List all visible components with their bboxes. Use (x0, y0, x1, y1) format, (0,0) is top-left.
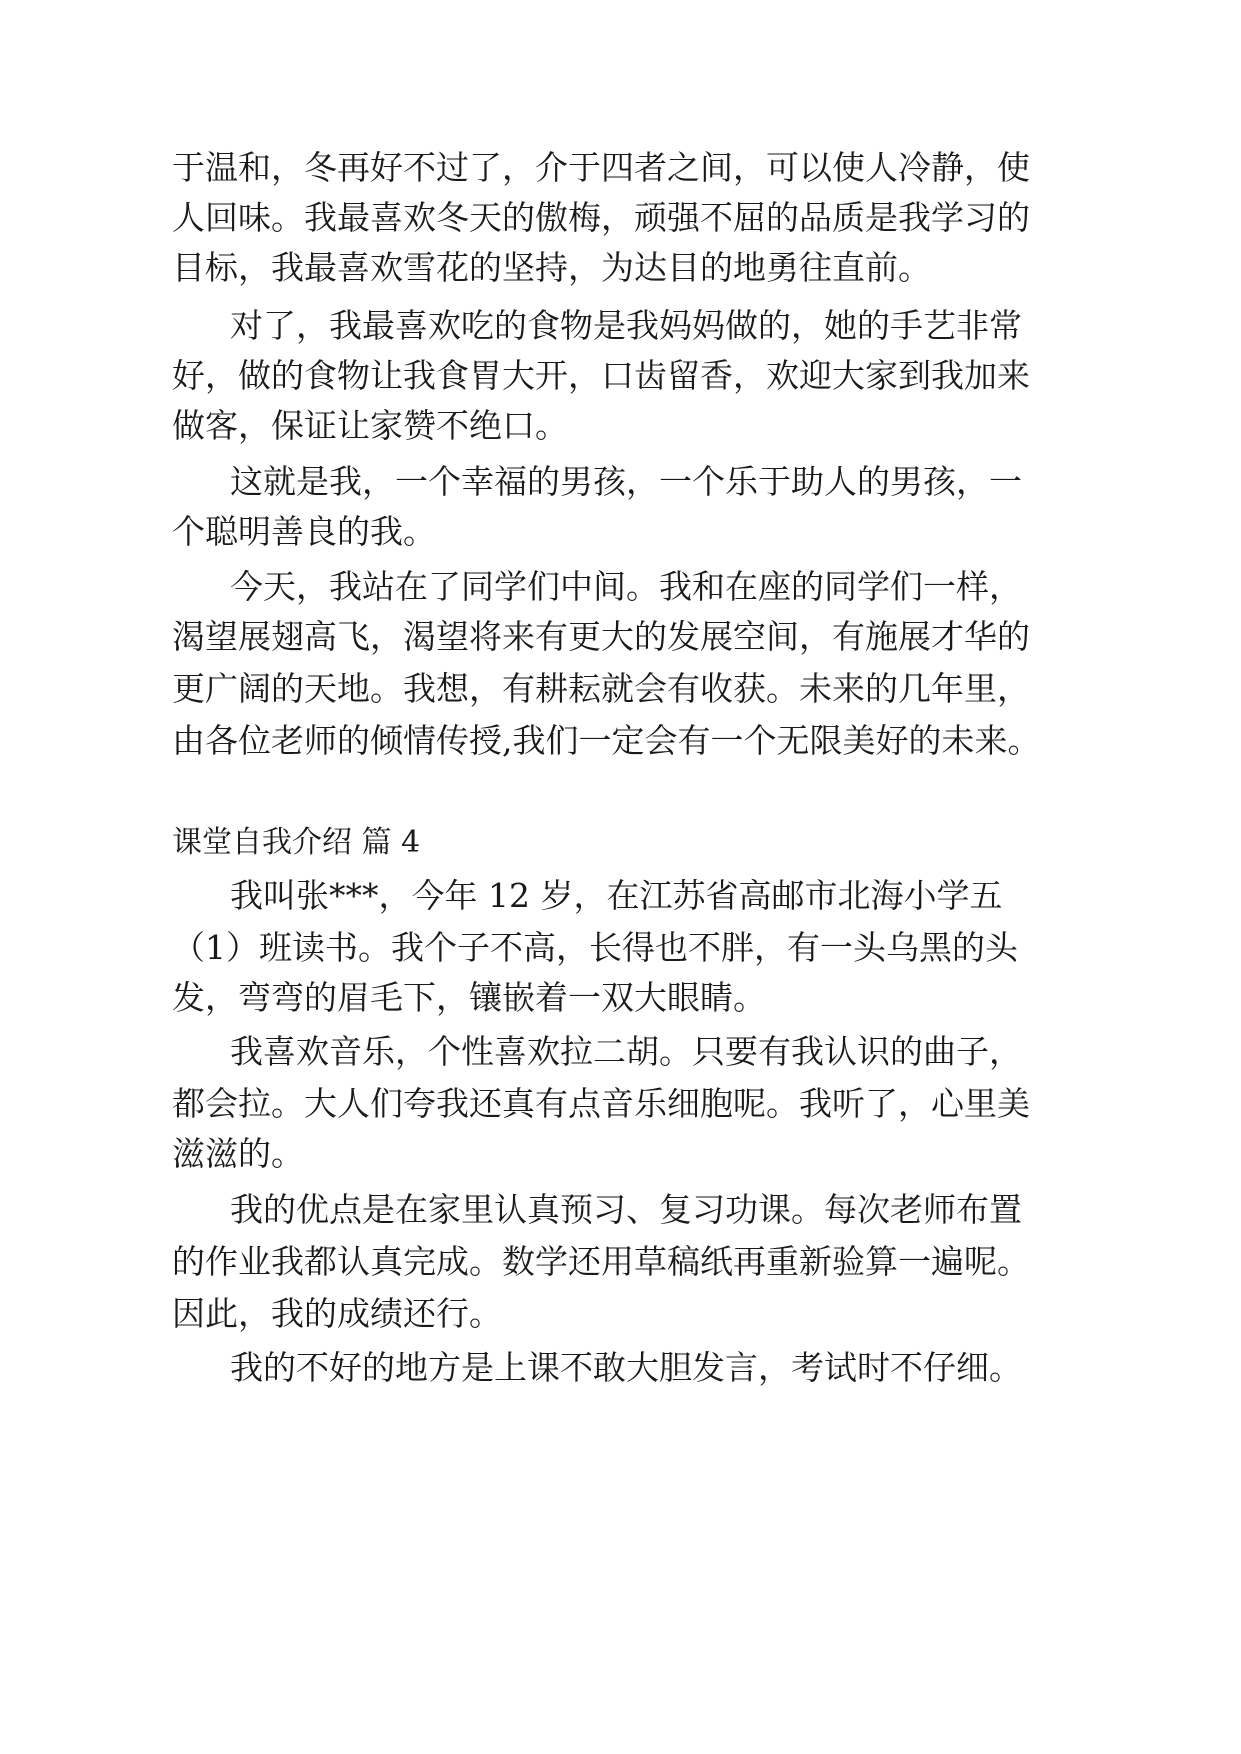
body-line: 我的不好的地方是上课不敢大胆发言，考试时不仔细。 (230, 1348, 1022, 1387)
body-line: 这就是我，一个幸福的男孩，一个乐于助人的男孩，一 (230, 462, 1022, 501)
body-line: 目标，我最喜欢雪花的坚持，为达目的地勇往直前。 (172, 248, 931, 287)
body-line: 我的优点是在家里认真预习、复习功课。每次老师布置 (230, 1190, 1022, 1229)
body-line: 于温和，冬再好不过了，介于四者之间，可以使人冷静，使 (172, 148, 1030, 187)
body-line: 都会拉。大人们夸我还真有点音乐细胞呢。我听了，心里美 (172, 1084, 1030, 1123)
body-line: 我叫张***，今年 12 岁，在江苏省高邮市北海小学五 (230, 876, 1003, 915)
body-line: 个聪明善良的我。 (172, 512, 436, 551)
body-line: 发，弯弯的眉毛下，镶嵌着一双大眼睛。 (172, 978, 766, 1017)
body-line: 渴望展翅高飞，渴望将来有更大的发展空间，有施展才华的 (172, 617, 1030, 656)
body-line: 的作业我都认真完成。数学还用草稿纸再重新验算一遍呢。 (172, 1242, 1030, 1281)
body-line: 更广阔的天地。我想，有耕耘就会有收获。未来的几年里， (172, 669, 1030, 708)
body-line: 因此，我的成绩还行。 (172, 1294, 502, 1333)
body-line: 人回味。我最喜欢冬天的傲梅，顽强不屈的品质是我学习的 (172, 198, 1030, 237)
body-line: （1）班读书。我个子不高，长得也不胖，有一头乌黑的头 (172, 928, 1018, 967)
body-line: 由各位老师的倾情传授,我们一定会有一个无限美好的未来。 (172, 721, 1041, 760)
body-line: 对了，我最喜欢吃的食物是我妈妈做的，她的手艺非常 (230, 306, 1022, 345)
body-line: 做客，保证让家赞不绝口。 (172, 406, 568, 445)
section-heading: 课堂自我介绍 篇 4 (172, 825, 421, 860)
body-line: 我喜欢音乐，个性喜欢拉二胡。只要有我认识的曲子， (230, 1032, 1022, 1071)
body-line: 今天，我站在了同学们中间。我和在座的同学们一样， (230, 567, 1022, 606)
body-line: 好，做的食物让我食胃大开，口齿留香，欢迎大家到我加来 (172, 356, 1030, 395)
body-line: 滋滋的。 (172, 1134, 304, 1173)
